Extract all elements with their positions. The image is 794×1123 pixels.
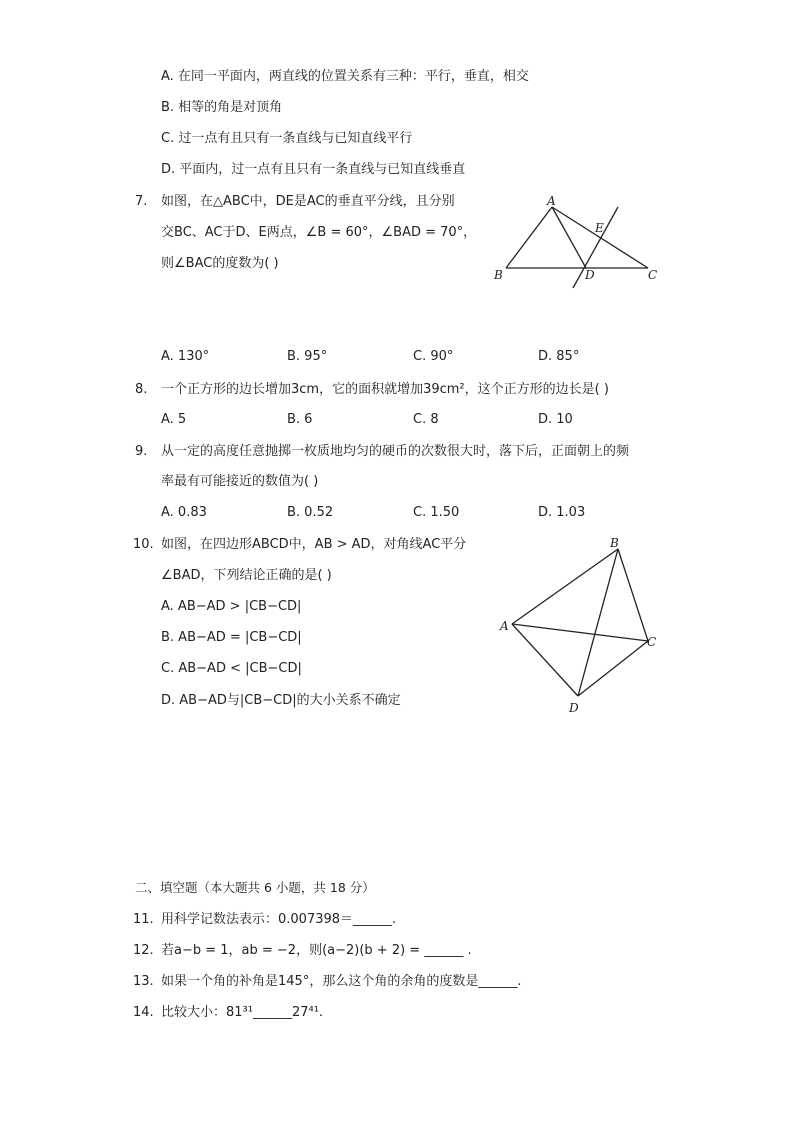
q7-bisector-line: [573, 207, 618, 288]
q7-label-b: B: [494, 268, 503, 282]
q12-number: 12.: [133, 943, 154, 958]
q9-line-2: 率最有可能接近的数值为( ): [161, 474, 319, 489]
q10-label-b: B: [610, 536, 619, 550]
q9-option-a: A. 0.83: [161, 505, 207, 520]
q6-option-b: B. 相等的角是对顶角: [161, 100, 283, 115]
q7-option-a: A. 130°: [161, 349, 210, 364]
q7-segment-ad: [552, 207, 586, 268]
q10-label-d: D: [569, 701, 579, 715]
q7-line-3: 则∠BAC的度数为( ): [161, 256, 279, 271]
q13-number: 13.: [133, 974, 154, 989]
q7-number: 7.: [135, 194, 148, 209]
q13-text: 如果一个角的补角是145°，那么这个角的余角的度数是______.: [161, 974, 522, 989]
q10-label-a: A: [500, 619, 509, 633]
q7-option-d: D. 85°: [538, 349, 580, 364]
q7-line-1: 如图，在△ABC中，DE是AC的垂直平分线，且分别: [161, 194, 455, 209]
section-heading-fill-in: 二、填空题（本大题共 6 小题，共 18 分）: [135, 880, 375, 895]
q8-number: 8.: [135, 382, 148, 397]
q14-number: 14.: [133, 1005, 154, 1020]
q8-text: 一个正方形的边长增加3cm，它的面积就增加39cm²，这个正方形的边长是( ): [161, 382, 609, 397]
q10-label-c: C: [647, 635, 657, 649]
q8-option-c: C. 8: [413, 412, 439, 427]
q7-label-d: D: [585, 268, 595, 282]
q10-side-da: [512, 624, 578, 696]
q6-option-c: C. 过一点有且只有一条直线与已知直线平行: [161, 131, 413, 146]
q10-option-b: B. AB−AD = |CB−CD|: [161, 630, 302, 645]
q7-side-ab: [506, 207, 552, 268]
q7-option-b: B. 95°: [287, 349, 328, 364]
q8-option-d: D. 10: [538, 412, 573, 427]
q10-line-1: 如图，在四边形ABCD中，AB > AD，对角线AC平分: [161, 537, 467, 552]
q9-option-b: B. 0.52: [287, 505, 334, 520]
q10-diagonal-bd: [578, 549, 618, 696]
q7-label-c: C: [648, 268, 658, 282]
q10-diagonal-ac: [512, 624, 648, 641]
q10-option-c: C. AB−AD < |CB−CD|: [161, 661, 302, 676]
q9-option-c: C. 1.50: [413, 505, 460, 520]
q10-quadrilateral-figure: [495, 535, 675, 725]
q9-option-d: D. 1.03: [538, 505, 586, 520]
q7-label-e: E: [595, 221, 604, 235]
q6-option-a: A. 在同一平面内，两直线的位置关系有三种：平行，垂直，相交: [161, 69, 529, 84]
q10-line-2: ∠BAD，下列结论正确的是( ): [161, 568, 332, 583]
q8-option-a: A. 5: [161, 412, 187, 427]
q9-line-1: 从一定的高度任意抛掷一枚质地均匀的硬币的次数很大时，落下后，正面朝上的频: [161, 444, 630, 459]
q6-option-d: D. 平面内，过一点有且只有一条直线与已知直线垂直: [161, 162, 466, 177]
q7-triangle-figure: [490, 195, 670, 295]
q10-side-cd: [578, 641, 648, 696]
q10-side-ab: [512, 549, 618, 624]
q11-number: 11.: [133, 912, 154, 927]
q7-line-2: 交BC、AC于D、E两点，∠B = 60°，∠BAD = 70°，: [161, 225, 477, 240]
q10-option-a: A. AB−AD > |CB−CD|: [161, 599, 302, 614]
q10-side-bc: [618, 549, 648, 641]
q8-option-b: B. 6: [287, 412, 313, 427]
q10-option-d: D. AB−AD与|CB−CD|的大小关系不确定: [161, 693, 401, 708]
q10-number: 10.: [133, 537, 154, 552]
q7-side-ac: [552, 207, 648, 268]
q7-label-a: A: [547, 194, 556, 208]
q11-text: 用科学记数法表示：0.007398＝______.: [161, 912, 397, 927]
q12-text: 若a−b = 1，ab = −2，则(a−2)(b + 2) = ______ .: [161, 943, 472, 958]
q14-text: 比较大小：81³¹______27⁴¹.: [161, 1005, 324, 1020]
q7-option-c: C. 90°: [413, 349, 454, 364]
q9-number: 9.: [135, 444, 148, 459]
